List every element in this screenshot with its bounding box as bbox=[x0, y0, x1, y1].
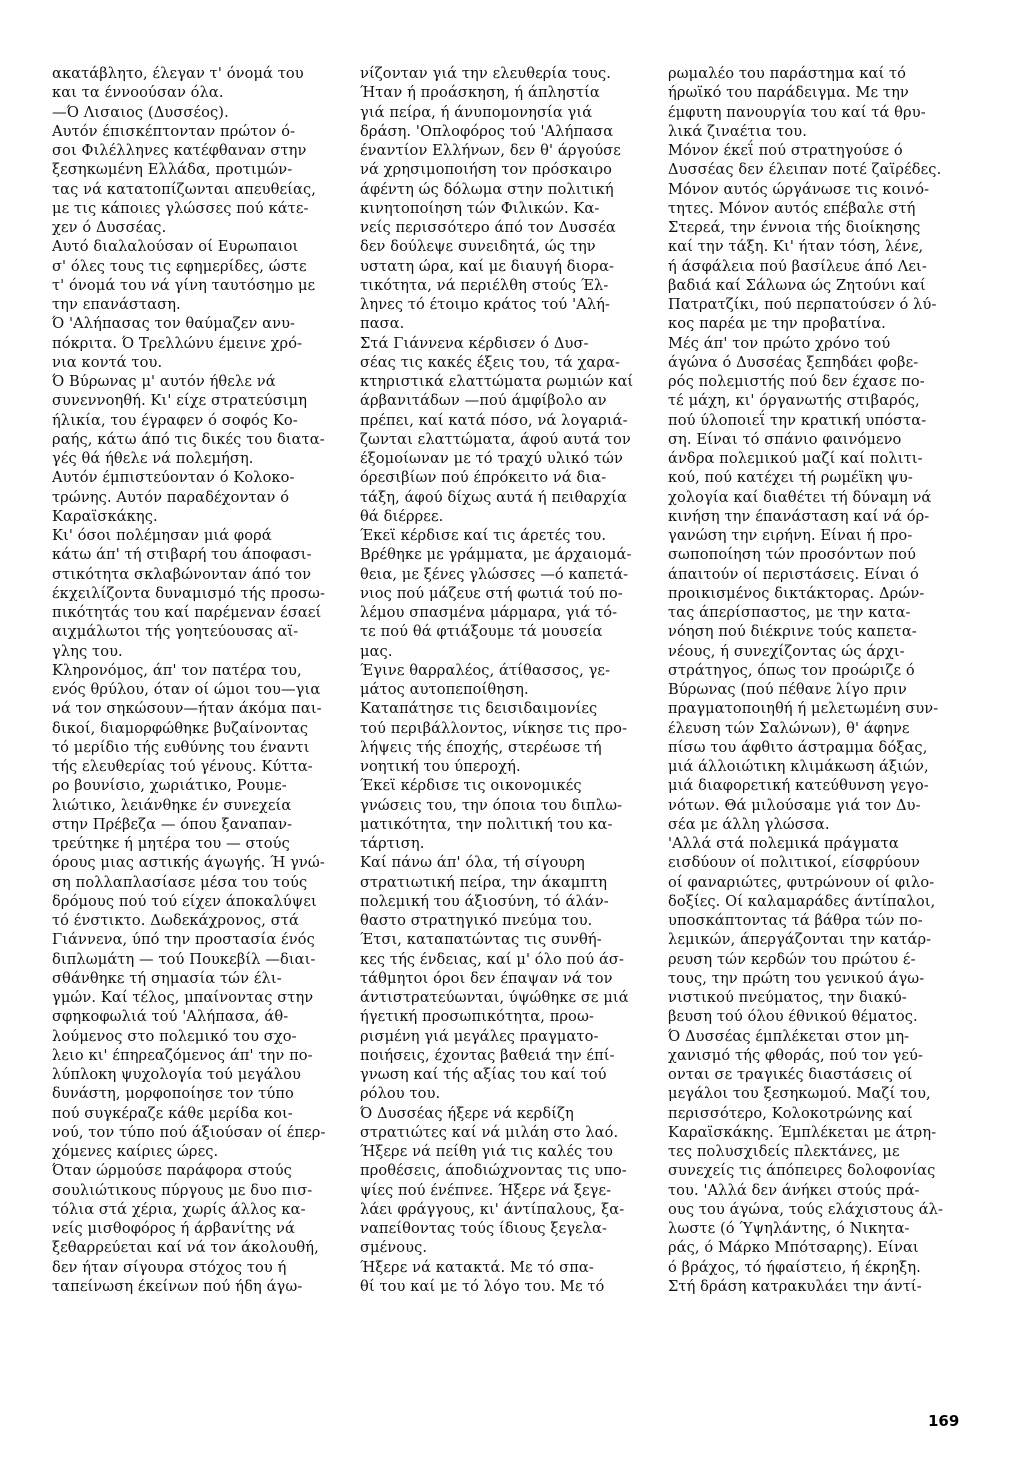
text-line: σοι Φιλέλληνες κατέφθαναν στην bbox=[52, 142, 307, 159]
text-line: νιος πού μάζευε στή φωτιά τού πο- bbox=[360, 584, 623, 602]
text-line: πόκριτα. Ό Τρελλώνυ έμεινε χρό- bbox=[52, 334, 303, 352]
text-line: ναπείθοντας τούς ίδιους ξεγελα- bbox=[360, 1220, 608, 1237]
text-line: ρισμένη γιά μεγάλες πραγματο- bbox=[360, 1027, 599, 1045]
text-line: δοξίες. Οί καλαμαράδες άντίπαλοι, bbox=[668, 892, 936, 910]
text-line: Ό 'Αλήπασας τον θαύμαζεν ανυ- bbox=[52, 315, 296, 333]
text-line: ση. Είναι τό σπάνιο φαινόμενο bbox=[668, 430, 902, 448]
text-line: και τα έννοούσαν όλα. bbox=[52, 84, 224, 102]
text-line: Γιάννενα, ύπό την προστασία ένός bbox=[52, 931, 315, 949]
text-line: άνδρα πολεμικού μαζί καί πολιτι- bbox=[668, 450, 923, 467]
text-line: γνωση καί τής αξίας του καί τού bbox=[360, 1066, 607, 1083]
text-line: Ήξερε νά πείθη γιά τις καλές του bbox=[360, 1143, 614, 1160]
text-line: Αυτό διαλαλούσαν οί Ευρωπαιοι bbox=[52, 238, 299, 256]
text-line: σμένους. bbox=[360, 1239, 428, 1257]
text-line: ταπείνωση έκείνων πού ήδη άγω- bbox=[52, 1277, 303, 1295]
text-line: συνεννοηθή. Κι' είχε στρατεύσιμη bbox=[52, 392, 308, 410]
text-line: νού, τον τύπο πού άξιούσαν οί έπερ- bbox=[52, 1123, 326, 1141]
text-line: αιχμάλωτοι τής γοητεύουσας αϊ- bbox=[52, 623, 299, 641]
text-column-3 bbox=[668, 64, 988, 1296]
text-line: ήρωϊκό του παράδειγμα. Με την bbox=[668, 84, 909, 102]
text-line: Έκεϊ κέρδισε καί τις άρετές του. bbox=[360, 527, 607, 544]
text-line: θεια, με ξένες γλώσσες —ό καπετά- bbox=[360, 565, 629, 583]
text-line: πραγματοποιηθή ή μελετωμένη συν- bbox=[668, 700, 939, 718]
text-line: ους του άγώνα, τούς ελάχιστους άλ- bbox=[668, 1200, 944, 1218]
text-line: τάξη, άφού δίχως αυτά ή πειθαρχία bbox=[360, 488, 627, 506]
page-number: 169 bbox=[928, 1412, 960, 1430]
text-line: μιά άλλοιώτικη κλιμάκωση άξιών, bbox=[668, 758, 929, 775]
text-line: Ό Δυσσέας ήξερε νά κερδίζη bbox=[360, 1104, 574, 1122]
text-line: τητες. Μόνον αυτός επέβαλε στή bbox=[668, 199, 916, 217]
text-line: Στή δράση κατρακυλάει την άντί- bbox=[668, 1277, 922, 1295]
text-line: προικισμένος δικτάκτορας. Δρών- bbox=[668, 584, 925, 602]
text-line: λειο κι' έπηρεαζόμενος άπ' την πο- bbox=[52, 1046, 313, 1064]
text-line: λικά ζιναέτια του. bbox=[668, 122, 807, 140]
text-line: ονται σε τραγικές διαστάσεις οί bbox=[668, 1066, 913, 1083]
text-line: νείς περισσότερο άπό τον Δυσσέα bbox=[360, 219, 616, 236]
text-line: σθάνθηκε τή σημασία τών έλι- bbox=[52, 969, 282, 987]
text-line: τρώνης. Αυτόν παραδέχονταν ό bbox=[52, 488, 290, 506]
text-line: ψίες πού ένέπνεε. Ήξερε νά ξεγε- bbox=[360, 1181, 612, 1199]
text-line: λωστε (ό Ύψηλάντης, ό Νικητα- bbox=[668, 1220, 910, 1237]
text-line: σφηκοφωλιά τού 'Αλήπασα, άθ- bbox=[52, 1008, 289, 1026]
text-line: εισδύουν οί πολιτικοί, είσφρύουν bbox=[668, 854, 920, 872]
text-line: Κι' όσοι πολέμησαν μιά φορά bbox=[52, 527, 272, 544]
text-line: ση πολλαπλασίασε μέσα του τούς bbox=[52, 873, 308, 891]
text-line: τής ελευθερίας τού γένους. Κύττα- bbox=[52, 758, 313, 775]
text-line: Ήταν ή προάσκηση, ή άπληστία bbox=[360, 84, 600, 102]
text-line: γμών. Καί τέλος, μπαίνοντας στην bbox=[52, 989, 314, 1006]
text-line: ρόλου του. bbox=[360, 1085, 441, 1103]
text-line: Στερεά, την έννοια τής διοίκησης bbox=[668, 219, 921, 236]
text-line: δεν δούλεψε συνειδητά, ώς την bbox=[360, 238, 596, 256]
text-line: Έτσι, καταπατώντας τις συνθή- bbox=[360, 931, 602, 949]
text-line: λάει φράγγους, κι' άντίπαλους, ξα- bbox=[360, 1200, 625, 1218]
text-line: κος παρέα με την προβατίνα. bbox=[668, 315, 886, 333]
text-line: μάτος αυτοπεποίθηση. bbox=[360, 681, 529, 698]
text-line: υστατη ώρα, καί με διαυγή διορα- bbox=[360, 257, 615, 275]
text-line: τους, την πρώτη του γενικού άγω- bbox=[668, 969, 925, 987]
text-line: Βύρωνας (πού πέθανε λίγο πριν bbox=[668, 681, 907, 698]
text-line: άφέντη ώς δόλωμα στην πολιτική bbox=[360, 180, 614, 198]
text-line: ξεθαρρεύεται καί νά τον άκολουθή, bbox=[52, 1239, 319, 1257]
text-line: λούμενος στο πολεμικό του σχο- bbox=[52, 1027, 297, 1045]
text-line: Καί πάνω άπ' όλα, τή σίγουρη bbox=[360, 854, 585, 872]
text-line: Πατρατζίκι, πού περπατούσεν ό λύ- bbox=[668, 296, 937, 313]
text-line: τό μερίδιο τής ευθύνης του έναντι bbox=[52, 738, 310, 756]
text-line: καί την τάξη. Κι' ήταν τόση, λένε, bbox=[668, 238, 924, 256]
text-line: πολεμική του άξιοσύνη, τό άλάν- bbox=[360, 892, 609, 910]
text-line: λύπλοκη ψυχολογία τού μεγάλου bbox=[52, 1066, 301, 1083]
text-line: με τις κάποιες γλώσσες πού κάτε- bbox=[52, 199, 309, 217]
text-line: χόμενες καίριες ώρες. bbox=[52, 1143, 219, 1160]
text-line: Καραϊσκάκης. Έμπλέκεται με άτρη- bbox=[668, 1123, 937, 1141]
text-line: τού περιβάλλοντος, νίκησε τις προ- bbox=[360, 719, 628, 737]
text-line: στην Πρέβεζα — όπου ξαναπαν- bbox=[52, 815, 293, 833]
text-line: δεν ήταν σίγουρα στόχος του ή bbox=[52, 1258, 287, 1276]
text-line: έκχειλίζοντα δυναμισμό τής προσω- bbox=[52, 584, 326, 602]
text-line: χολογία καί διαθέτει τή δύναμη νά bbox=[668, 488, 932, 506]
text-line: πασα. bbox=[360, 315, 405, 333]
text-line: ό βράχος, τό ήφαίστειο, ή έκρηξη. bbox=[668, 1258, 921, 1276]
text-line: Ήξερε νά κατακτά. Με τό σπα- bbox=[360, 1258, 594, 1276]
text-line: κες τής ένδειας, καί μ' όλο πού άσ- bbox=[360, 950, 624, 968]
text-line: υποσκάπτοντας τά βάθρα τών πο- bbox=[668, 912, 923, 929]
text-line: Καραϊσκάκης. bbox=[52, 507, 158, 525]
text-line: περισσότερο, Κολοκοτρώνης καί bbox=[668, 1104, 913, 1122]
text-line: ποιήσεις, έχοντας βαθειά την έπί- bbox=[360, 1046, 615, 1064]
text-column-1 bbox=[52, 64, 344, 1296]
text-line: χανισμό τής φθοράς, πού τον γεύ- bbox=[668, 1046, 924, 1064]
text-line: τας νά κατατοπίζωνται απευθείας, bbox=[52, 180, 316, 198]
text-line: Όταν ώρμούσε παράφορα στούς bbox=[52, 1162, 292, 1180]
text-line: λέμου σπασμένα μάρμαρα, γιά τό- bbox=[360, 604, 618, 621]
text-line: τικότητα, νά περιέλθη στούς Έλ- bbox=[360, 276, 609, 294]
text-line: ραής, κάτω άπό τις δικές του διατα- bbox=[52, 430, 325, 448]
text-line: —Ό Λισαιος (Δυσσέος). bbox=[52, 103, 229, 121]
text-line: νά τον σηκώσουν—ήταν άκόμα παι- bbox=[52, 700, 322, 718]
text-line: πού συγκέραζε κάθε μερίδα κοι- bbox=[52, 1104, 293, 1122]
text-line: πρέπει, καί κατά πόσο, νά λογαριά- bbox=[360, 411, 628, 429]
text-line: τ' όνομά του νά γίνη ταυτόσημο με bbox=[52, 276, 316, 294]
text-line: Δυσσέας δεν έλειπαν ποτέ ζαϊρέδες. bbox=[668, 161, 942, 179]
text-line: Έκεϊ κέρδισε τις οικονομικές bbox=[360, 777, 582, 795]
text-line: κινήση την έπανάσταση καί νά όρ- bbox=[668, 507, 930, 525]
text-line: νότων. Θά μιλούσαμε γιά τον Δυ- bbox=[668, 796, 921, 814]
text-line: γλης του. bbox=[52, 642, 123, 660]
text-line: νοητική του ύπεροχή. bbox=[360, 758, 521, 775]
text-line: διπλωμάτη — τού Πουκεβίλ —διαι- bbox=[52, 950, 316, 968]
text-line: μας. bbox=[360, 642, 393, 660]
text-line: πικότητάς του καί παρέμεναν έσαεί bbox=[52, 604, 322, 621]
text-line: του. 'Αλλά δεν άνήκει στούς πρά- bbox=[668, 1181, 920, 1199]
text-line: νέους, ή συνεχίζοντας ώς άρχι- bbox=[668, 642, 905, 660]
text-line: τόλια στά χέρια, χωρίς άλλος κα- bbox=[52, 1200, 306, 1218]
text-line: κάτω άπ' τή στιβαρή του άποφασι- bbox=[52, 546, 312, 564]
text-line: ζωνται ελαττώματα, άφού αυτά τον bbox=[360, 430, 631, 448]
text-line: ακατάβλητο, έλεγαν τ' όνομά του bbox=[52, 65, 304, 82]
text-line: θά διέρρεε. bbox=[360, 507, 444, 525]
text-line: όρους μιας αστικής άγωγής. Ή γνώ- bbox=[52, 854, 325, 872]
text-line: τρεύτηκε ή μητέρα του — στούς bbox=[52, 835, 290, 852]
text-line: στρατιώτες καί νά μιλάη στο λαό. bbox=[360, 1123, 619, 1141]
text-line: λιώτικο, λειάνθηκε έν συνεχεία bbox=[52, 796, 292, 814]
text-line: νόηση πού διέκρινε τούς καπετα- bbox=[668, 623, 917, 641]
text-line: Αυτόν έμπιστεύονταν ό Κολοκο- bbox=[52, 469, 295, 487]
text-line: δράση. 'Οπλοφόρος τού 'Αλήπασα bbox=[360, 122, 614, 140]
text-line: προθέσεις, άποδιώχνοντας τις υπο- bbox=[360, 1162, 627, 1180]
text-line: λεμικών, άπεργάζονται την κατάρ- bbox=[668, 931, 932, 949]
text-line: δρόμους πού τού είχεν άποκαλύψει bbox=[52, 892, 317, 910]
text-line: θαστο στρατηγικό πνεύμα του. bbox=[360, 912, 593, 929]
text-line: βαδιά καί Σάλωνα ώς Ζητούνι καί bbox=[668, 276, 926, 294]
text-line: πίσω του άφθιτο άστραμμα δόξας, bbox=[668, 738, 928, 756]
text-line: οί φαναριώτες, φυτρώνουν οί φιλο- bbox=[668, 873, 935, 891]
text-line: ρωμαλέο του παράστημα καί τό bbox=[668, 65, 907, 82]
text-line: σ' όλες τους τις εφημερίδες, ώστε bbox=[52, 257, 307, 275]
text-line: ήγετική προσωπικότητα, προω- bbox=[360, 1008, 594, 1026]
text-line: τό ένστικτο. Δωδεκάχρονος, στά bbox=[52, 912, 299, 929]
text-line: νείς μισθοφόρος ή άρβανίτης νά bbox=[52, 1220, 295, 1237]
text-line: γνώσεις του, την όποια του διπλω- bbox=[360, 796, 623, 814]
text-line: ξεσηκωμένη Ελλάδα, προτιμών- bbox=[52, 161, 293, 179]
text-column-2 bbox=[360, 64, 652, 1296]
text-line: Ό Βύρωνας μ' αυτόν ήθελε νά bbox=[52, 373, 276, 390]
text-line: μιά διαφορετική κατεύθυνση γεγο- bbox=[668, 777, 929, 795]
text-line: Βρέθηκε με γράμματα, με άρχαιομά- bbox=[360, 546, 632, 564]
text-line: τέ μάχη, κι' όργανωτής στιβαρός, bbox=[668, 392, 920, 410]
text-line: Στά Γιάννενα κέρδισεν ό Δυσ- bbox=[360, 334, 589, 352]
text-line: συνεχείς τις άπόπειρες δολοφονίας bbox=[668, 1162, 936, 1180]
text-line: στρατιωτική πείρα, την άκαμπτη bbox=[360, 873, 608, 891]
text-line: την επανάσταση. bbox=[52, 296, 181, 313]
text-line: άρβανιτάδων —πού άμφίβολο αν bbox=[360, 392, 607, 410]
text-line: ρο βουνίσιο, χωριάτικο, Ρουμε- bbox=[52, 777, 287, 795]
text-line: όρεσιβίων πού έπρόκειτο νά δια- bbox=[360, 469, 607, 487]
text-line: σωποποίηση τών προσόντων πού bbox=[668, 546, 917, 564]
text-line: στικότητα σκλαβώνονταν άπό τον bbox=[52, 565, 312, 583]
text-line: ρός πολεμιστής πού δεν έχασε πο- bbox=[668, 373, 925, 390]
text-line: έλευση τών Σαλώνων), θ' άφηνε bbox=[668, 719, 910, 737]
text-line: Μόνον αυτός ώργάνωσε τις κοινό- bbox=[668, 180, 930, 198]
text-line: χεν ό Δυσσέας. bbox=[52, 219, 167, 236]
text-line: θί του καί με τό λόγο του. Με τό bbox=[360, 1277, 605, 1295]
text-line: κτηριστικά ελαττώματα ρωμιών καί bbox=[360, 373, 634, 390]
text-line: Ό Δυσσέας έμπλέκεται στον μη- bbox=[668, 1027, 910, 1045]
text-line: άγώνα ό Δυσσέας ξεπηδάει φοβε- bbox=[668, 353, 919, 371]
text-line: ματικότητα, την πολιτική του κα- bbox=[360, 815, 613, 833]
text-line: σέα με άλλη γλώσσα. bbox=[668, 815, 830, 833]
text-line: Έγινε θαρραλέος, άτίθασσος, γε- bbox=[360, 661, 611, 679]
text-line: τάρτιση. bbox=[360, 835, 425, 852]
text-line: δυνάστη, μορφοποίησε τον τύπο bbox=[52, 1085, 294, 1103]
text-line: τας άπερίσπαστος, με την κατα- bbox=[668, 604, 911, 621]
text-line: ληνες τό έτοιμο κράτος τού 'Αλή- bbox=[360, 296, 611, 313]
text-line: ράς, ό Μάρκο Μπότσαρης). Είναι bbox=[668, 1239, 919, 1257]
text-line: έναντίον Ελλήνων, δεν θ' άργούσε bbox=[360, 142, 621, 159]
text-line: άντιστρατεύωνται, ύψώθηκε σε μιά bbox=[360, 989, 629, 1006]
text-line: κού, πού κατέχει τή ρωμέϊκη ψυ- bbox=[668, 469, 913, 487]
text-line: γιά πείρα, ή άνυπομονησία γιά bbox=[360, 103, 593, 121]
text-line: ρευση τών κερδών του πρώτου έ- bbox=[668, 950, 916, 968]
text-line: μεγάλοι του ξεσηκωμού. Μαζί του, bbox=[668, 1085, 931, 1103]
text-line: ενός θρύλου, όταν οί ώμοι του—για bbox=[52, 681, 321, 698]
text-line: νά χρησιμοποιήση τον πρόσκαιρο bbox=[360, 161, 613, 179]
text-line: Μές άπ' τον πρώτο χρόνο τού bbox=[668, 334, 891, 352]
text-line: άπαιτούν οί περιστάσεις. Είναι ό bbox=[668, 565, 919, 583]
text-line: σέας τις κακές έξεις του, τά χαρα- bbox=[360, 353, 621, 371]
text-line: νια κοντά του. bbox=[52, 353, 163, 371]
text-line: γανώση την ειρήνη. Είναι ή προ- bbox=[668, 527, 913, 544]
text-line: σουλιώτικους πύργους με δυο πισ- bbox=[52, 1181, 313, 1199]
text-line: νιστικού πνεύματος, την διακύ- bbox=[668, 989, 907, 1006]
text-line: λήψεις τής έποχής, στερέωσε τή bbox=[360, 738, 602, 756]
text-line: δικοί, διαμορφώθηκε βυζαίνοντας bbox=[52, 719, 309, 737]
text-line: τες πολυσχιδείς πλεκτάνες, με bbox=[668, 1143, 900, 1160]
text-line: τε πού θά φτιάξουμε τά μουσεία bbox=[360, 623, 603, 641]
text-line: 'Αλλά στά πολεμικά πράγματα bbox=[668, 835, 899, 852]
text-line: βευση τού όλου έθνικού θέματος. bbox=[668, 1008, 918, 1026]
text-line: έξομοίωναν με τό τραχύ υλικό τών bbox=[360, 450, 623, 467]
text-line: Αυτόν έπισκέπτονταν πρώτον ό- bbox=[52, 122, 296, 140]
text-line: ή άσφάλεια πού βασίλευε άπό Λει- bbox=[668, 257, 927, 275]
text-line: τάθμητοι όροι δεν έπαψαν νά τον bbox=[360, 969, 613, 987]
text-line: πού ύλοποιεΐ την κρατική υπόστα- bbox=[668, 411, 927, 429]
text-line: ήλικία, του έγραφεν ό σοφός Κο- bbox=[52, 411, 298, 429]
text-line: Καταπάτησε τις δεισιδαιμονίες bbox=[360, 700, 598, 718]
text-line: έμφυτη πανουργία του καί τά θρυ- bbox=[668, 103, 926, 121]
text-line: στράτηγος, όπως τον προώριζε ό bbox=[668, 661, 915, 679]
text-line: κινητοποίηση τών Φιλικών. Κα- bbox=[360, 199, 600, 217]
text-line: νίζονταν γιά την ελευθερία τους. bbox=[360, 65, 611, 82]
text-line: Κληρονόμος, άπ' τον πατέρα του, bbox=[52, 661, 302, 679]
text-line: Μόνον έκεΐ πού στρατηγούσε ό bbox=[668, 142, 903, 159]
text-line: γές θά ήθελε νά πολεμήση. bbox=[52, 450, 254, 467]
